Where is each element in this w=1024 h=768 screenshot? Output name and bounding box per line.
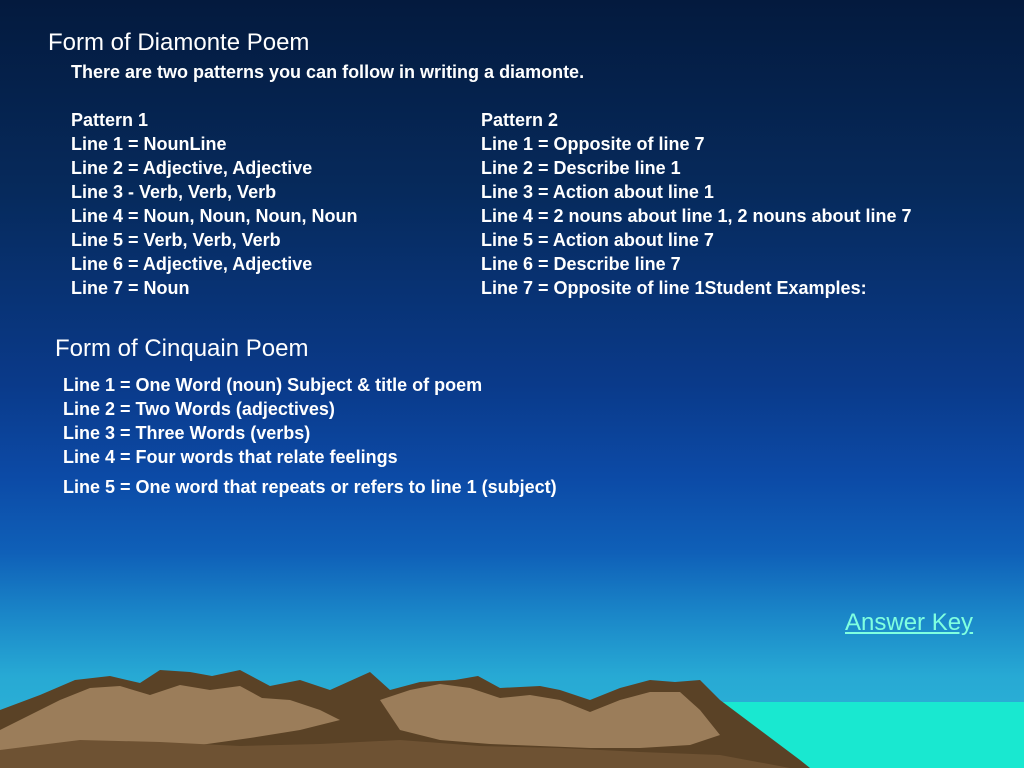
cinquain-line: Line 3 = Three Words (verbs) — [63, 423, 311, 443]
pattern-2-line: Line 5 = Action about line 7 — [481, 230, 714, 250]
diamonte-title: Form of Diamonte Poem — [48, 29, 310, 56]
pattern-2-line: Line 6 = Describe line 7 — [481, 254, 681, 274]
cinquain-line: Line 5 = One word that repeats or refers to line 1 (subject) — [63, 477, 557, 497]
cinquain-title: Form of Cinquain Poem — [55, 335, 309, 362]
pattern-1-line: Line 3 - Verb, Verb, Verb — [71, 182, 277, 202]
pattern-2-line: Line 2 = Describe line 1 — [481, 158, 681, 178]
pattern-1-line: Line 7 = Noun — [71, 278, 190, 298]
pattern-1-line: Line 1 = NounLine — [71, 134, 227, 154]
cinquain-line: Line 4 = Four words that relate feelings — [63, 447, 398, 467]
pattern-1-line: Line 4 = Noun, Noun, Noun, Noun — [71, 206, 358, 226]
pattern-1-heading: Pattern 1 — [71, 110, 149, 130]
pattern-1-line: Line 6 = Adjective, Adjective — [71, 254, 313, 274]
pattern-2-line: Line 4 = 2 nouns about line 1, 2 nouns about line 7 — [481, 206, 912, 226]
pattern-2-line: Line 7 = Opposite of line 1Student Examples: — [481, 278, 867, 298]
pattern-2-line: Line 3 = Action about line 1 — [481, 182, 714, 202]
pattern-1-line: Line 2 = Adjective, Adjective — [71, 158, 313, 178]
cinquain-line: Line 2 = Two Words (adjectives) — [63, 399, 335, 419]
pattern-2-line: Line 1 = Opposite of line 7 — [481, 134, 705, 154]
cinquain-line: Line 1 = One Word (noun) Subject & title of poem — [63, 375, 483, 395]
pattern-2-heading: Pattern 2 — [481, 110, 559, 130]
diamonte-intro: There are two patterns you can follow in writing a diamonte. — [71, 62, 585, 82]
pattern-1-line: Line 5 = Verb, Verb, Verb — [71, 230, 281, 250]
answer-key-link[interactable]: Answer Key — [845, 609, 974, 636]
